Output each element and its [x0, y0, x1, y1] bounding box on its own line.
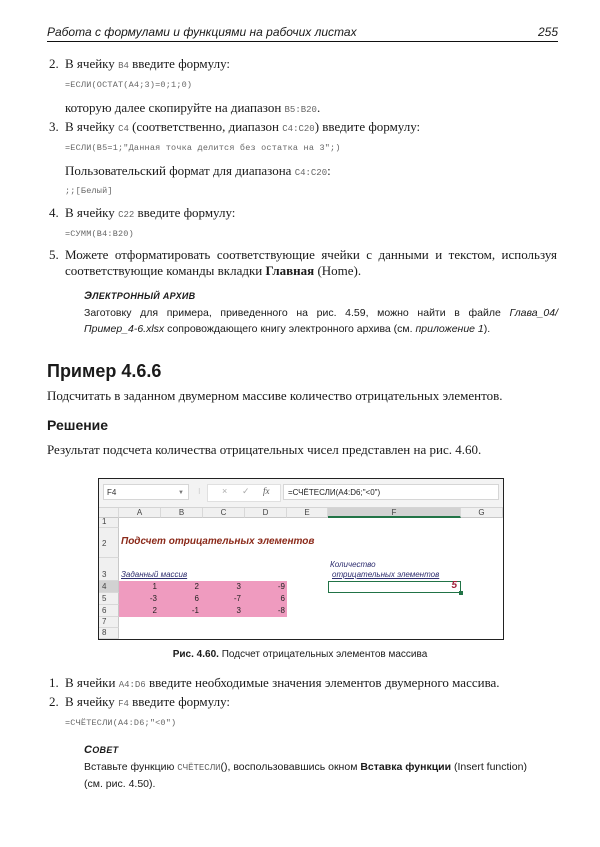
step-text: введите необходимые значения элементов двумерного массива.: [145, 675, 500, 690]
note-text: Заготовку для примера, приведенного на рис. 4.59, можно найти в файле: [84, 307, 510, 319]
cell-ref: B5:B20: [284, 105, 317, 115]
step-text: :: [327, 163, 331, 178]
heading-initial: Э: [84, 290, 93, 302]
step-4: [49, 205, 236, 221]
cell-d5[interactable]: 6: [280, 594, 285, 603]
row-number: 3: [102, 570, 107, 579]
step-text: В ячейку: [65, 205, 119, 220]
note-text: ).: [483, 323, 491, 335]
step-number: 5.: [49, 247, 59, 262]
step-text: ) введите формулу:: [314, 119, 421, 134]
column-header-b[interactable]: B: [161, 508, 203, 518]
cell-c5[interactable]: -7: [233, 594, 241, 603]
cell-c6[interactable]: 3: [236, 606, 241, 615]
name-box-value: F4: [107, 488, 117, 497]
step-text: .: [316, 100, 321, 115]
step-number: 1.: [49, 675, 59, 690]
solution-heading: Решение: [47, 417, 109, 433]
cancel-icon[interactable]: ×: [222, 486, 228, 496]
column-header-g[interactable]: G: [461, 508, 503, 518]
running-head: [47, 24, 558, 42]
note-text: (Insert function): [451, 761, 527, 773]
step-text: В ячейку: [65, 119, 119, 134]
step-text: В ячейки: [65, 675, 119, 690]
step-2-bottom: [49, 694, 231, 710]
archive-note-body: [84, 305, 558, 337]
note-text: Вставьте функцию: [84, 761, 178, 773]
count-label-line1[interactable]: Количество: [330, 560, 376, 569]
file-path: Глава_04/: [509, 307, 558, 319]
file-name: Пример_4-6.xlsx: [84, 323, 165, 335]
function-name: СЧЁТЕСЛИ: [177, 763, 221, 773]
figure-caption: [0, 649, 600, 660]
name-box[interactable]: [103, 484, 189, 500]
cell-d6[interactable]: -8: [277, 606, 285, 615]
heading-rest: ЛЕКТРОННЫЙ АРХИВ: [92, 291, 196, 301]
step-3-format: [65, 163, 331, 181]
step-text: (соответственно, диапазон: [128, 119, 283, 134]
caption-label: Рис. 4.60.: [172, 649, 219, 660]
step-text-line2: [65, 263, 361, 279]
note-line-2: (см. рис. 4.50).: [84, 778, 156, 790]
range-ref: C4:C20: [282, 124, 315, 134]
archive-note-heading: [84, 290, 195, 302]
cell-b5[interactable]: 6: [194, 594, 199, 603]
step-text: введите формулу:: [128, 694, 231, 709]
spreadsheet-figure: [98, 478, 504, 640]
step-text: введите формулу:: [128, 56, 231, 71]
cell-b4[interactable]: 2: [194, 582, 199, 591]
note-line-1: [84, 759, 558, 776]
note-text: (), воспользовавшись окном: [220, 761, 361, 773]
drag-handle-icon[interactable]: ⁝: [198, 487, 201, 496]
count-label-line2[interactable]: отрицательных элементов: [332, 570, 440, 579]
cell-f4-selected[interactable]: [328, 581, 461, 593]
example-heading: Пример 4.6.6: [47, 361, 162, 381]
insert-function-icon[interactable]: fx: [263, 486, 270, 496]
step-2-continuation: [65, 100, 320, 118]
row-number: 8: [102, 628, 107, 637]
cell-ref: F4: [118, 699, 129, 709]
caption-text: Подсчет отрицательных элементов массива: [218, 649, 428, 660]
array-label-cell[interactable]: Заданный массив: [121, 570, 188, 579]
cell-b6[interactable]: -1: [191, 606, 199, 615]
step-text: В ячейку: [65, 56, 119, 71]
row-number: 6: [102, 606, 107, 615]
column-header-a[interactable]: A: [119, 508, 161, 518]
step-text: введите формулу:: [134, 205, 236, 220]
row-header-7[interactable]: [99, 617, 119, 628]
formula-input[interactable]: =СЧЁТЕСЛИ(A4:D6;"<0"): [283, 484, 499, 500]
row-header-5[interactable]: [99, 593, 119, 605]
row-number: 4: [102, 582, 107, 591]
tab-name: Главная: [265, 263, 315, 278]
cell-ref: C22: [118, 210, 135, 220]
range-ref: A4:D6: [118, 680, 146, 690]
note-text: сопровождающего книгу электронного архива (см.: [164, 323, 416, 335]
step-number: 3.: [49, 119, 59, 134]
step-2: [49, 56, 231, 72]
result-value: 5: [451, 580, 457, 591]
row-header-8[interactable]: [99, 628, 119, 639]
row-header-1[interactable]: [99, 518, 119, 528]
cell-a4[interactable]: 1: [152, 582, 157, 591]
step-1-bottom: [49, 675, 500, 691]
check-icon[interactable]: ✓: [242, 486, 250, 496]
row-header-2[interactable]: [99, 528, 119, 558]
solution-text: Результат подсчета количества отрицательных чисел представлен на рис. 4.60.: [47, 442, 482, 457]
tip-note-heading: [84, 744, 118, 756]
row-header-6[interactable]: [99, 605, 119, 617]
chapter-title: Работа с формулами и функциями на рабочих листах: [47, 25, 357, 39]
step-text: В ячейку: [65, 694, 119, 709]
row-number: 1: [102, 517, 107, 526]
row-number: 7: [102, 617, 107, 626]
sheet-title-cell[interactable]: Подсчет отрицательных элементов: [121, 536, 315, 547]
column-header-c[interactable]: C: [203, 508, 245, 518]
cell-c4[interactable]: 3: [236, 582, 241, 591]
example-task: Подсчитать в заданном двумерном массиве количество отрицательных элементов.: [47, 388, 503, 403]
heading-rest: ОВЕТ: [92, 745, 119, 755]
step-text: соответствующие команды вкладки: [65, 263, 266, 278]
tip-note-body: [84, 759, 558, 792]
row-header-3[interactable]: [99, 558, 119, 581]
step-number: 2.: [49, 694, 59, 709]
page-number: 255: [537, 25, 558, 39]
formula-code: =СУММ(B4:B20): [65, 229, 134, 239]
row-header-4[interactable]: [99, 581, 119, 593]
fill-handle[interactable]: [459, 591, 463, 595]
step-text: Пользовательский формат для диапазона: [65, 163, 295, 178]
step-text: которую далее скопируйте на диапазон: [65, 100, 285, 115]
dialog-name: Вставка функции: [360, 761, 452, 773]
step-5: [49, 247, 557, 278]
row-number: 2: [102, 539, 107, 548]
cell-a6[interactable]: 2: [152, 606, 157, 615]
appendix-ref: приложение 1: [415, 323, 484, 335]
heading-initial: С: [84, 744, 93, 756]
format-code: ;;[Белый]: [65, 186, 113, 196]
step-text: Можете отформатировать соответствующие ячейки с данными и текстом, используя: [65, 247, 557, 262]
step-3: [49, 119, 421, 135]
row-number: 5: [102, 594, 107, 603]
cell-ref: C4: [118, 124, 129, 134]
formula-actions: [207, 484, 281, 502]
range-ref: C4:C20: [294, 168, 328, 178]
note-line-1: [84, 305, 558, 321]
step-number: 4.: [49, 205, 59, 220]
note-line-2: [84, 321, 558, 337]
chevron-down-icon[interactable]: ▼: [178, 490, 184, 496]
formula-code: =ЕСЛИ(B5=1;"Данная точка делится без остатка на 3";): [65, 143, 341, 153]
formula-code: =СЧЁТЕСЛИ(A4:D6;"<0"): [65, 718, 177, 728]
formula-bar: [99, 479, 503, 508]
formula-code: =ЕСЛИ(ОСТАТ(A4;3)=0;1;0): [65, 80, 193, 90]
cell-a5[interactable]: -3: [149, 594, 157, 603]
column-header-d[interactable]: D: [245, 508, 287, 518]
step-number: 2.: [49, 56, 59, 71]
cell-d4[interactable]: -9: [277, 582, 285, 591]
cell-ref: B4: [118, 61, 129, 71]
column-header-f[interactable]: F: [328, 508, 461, 518]
step-text: (Home).: [314, 263, 362, 278]
column-header-e[interactable]: E: [287, 508, 328, 518]
